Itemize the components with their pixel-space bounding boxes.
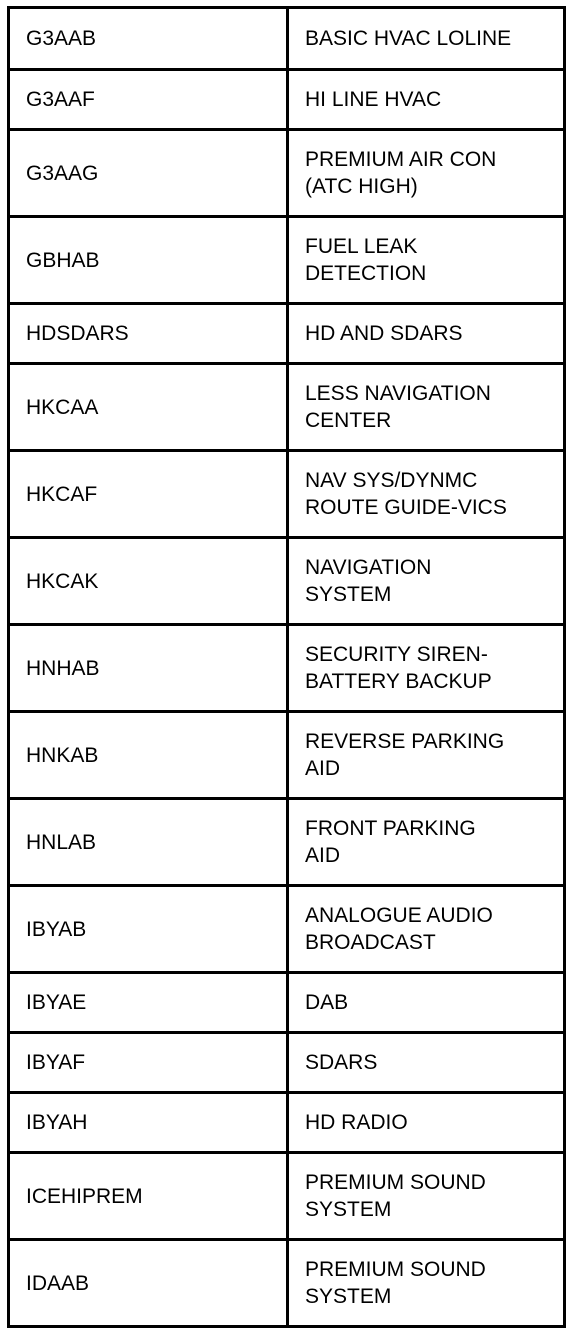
table-row bbox=[9, 364, 565, 451]
option-code-cell: HNHAB bbox=[9, 625, 288, 712]
option-code-cell: G3AAB bbox=[9, 8, 288, 70]
option-description-cell: PREMIUM AIR CON (ATC HIGH) bbox=[288, 130, 565, 217]
table-row bbox=[9, 1240, 565, 1327]
option-description-cell: FUEL LEAK DETECTION bbox=[288, 217, 565, 304]
option-description-cell: FRONT PARKING AID bbox=[288, 799, 565, 886]
table-row bbox=[9, 1033, 565, 1093]
option-description-cell: NAV SYS/DYNMC ROUTE GUIDE-VICS bbox=[288, 451, 565, 538]
option-code-cell: IBYAE bbox=[9, 973, 288, 1033]
option-description-cell: PREMIUM SOUND SYSTEM bbox=[288, 1153, 565, 1240]
table-row bbox=[9, 538, 565, 625]
option-code-cell: ICEHIPREM bbox=[9, 1153, 288, 1240]
table-row bbox=[9, 451, 565, 538]
option-description-cell: SECURITY SIREN- BATTERY BACKUP bbox=[288, 625, 565, 712]
option-code-cell: HKCAF bbox=[9, 451, 288, 538]
option-description-cell: ANALOGUE AUDIO BROADCAST bbox=[288, 886, 565, 973]
table-row bbox=[9, 8, 565, 70]
option-code-cell: IBYAF bbox=[9, 1033, 288, 1093]
option-description-cell: HD RADIO bbox=[288, 1093, 565, 1153]
table-row bbox=[9, 973, 565, 1033]
table-row bbox=[9, 886, 565, 973]
option-code-cell: IDAAB bbox=[9, 1240, 288, 1327]
table-row bbox=[9, 625, 565, 712]
table-row bbox=[9, 1093, 565, 1153]
option-code-cell: IBYAH bbox=[9, 1093, 288, 1153]
option-description-cell: LESS NAVIGATION CENTER bbox=[288, 364, 565, 451]
table-row bbox=[9, 130, 565, 217]
table-row bbox=[9, 799, 565, 886]
option-code-cell: G3AAF bbox=[9, 70, 288, 130]
option-code-cell: GBHAB bbox=[9, 217, 288, 304]
option-description-cell: HD AND SDARS bbox=[288, 304, 565, 364]
option-description-cell: NAVIGATION SYSTEM bbox=[288, 538, 565, 625]
option-description-cell: DAB bbox=[288, 973, 565, 1033]
option-description-cell: HI LINE HVAC bbox=[288, 70, 565, 130]
table-row bbox=[9, 712, 565, 799]
table-row bbox=[9, 304, 565, 364]
option-code-cell: HDSDARS bbox=[9, 304, 288, 364]
option-code-table bbox=[7, 6, 566, 1328]
option-code-cell: IBYAB bbox=[9, 886, 288, 973]
option-code-cell: HNKAB bbox=[9, 712, 288, 799]
option-code-cell: G3AAG bbox=[9, 130, 288, 217]
option-description-cell: PREMIUM SOUND SYSTEM bbox=[288, 1240, 565, 1327]
table-row bbox=[9, 70, 565, 130]
table-row bbox=[9, 1153, 565, 1240]
option-description-cell: BASIC HVAC LOLINE bbox=[288, 8, 565, 70]
option-description-cell: SDARS bbox=[288, 1033, 565, 1093]
table-row bbox=[9, 217, 565, 304]
option-code-cell: HKCAK bbox=[9, 538, 288, 625]
table-body bbox=[9, 8, 565, 1327]
option-code-cell: HKCAA bbox=[9, 364, 288, 451]
option-code-cell: HNLAB bbox=[9, 799, 288, 886]
option-description-cell: REVERSE PARKING AID bbox=[288, 712, 565, 799]
